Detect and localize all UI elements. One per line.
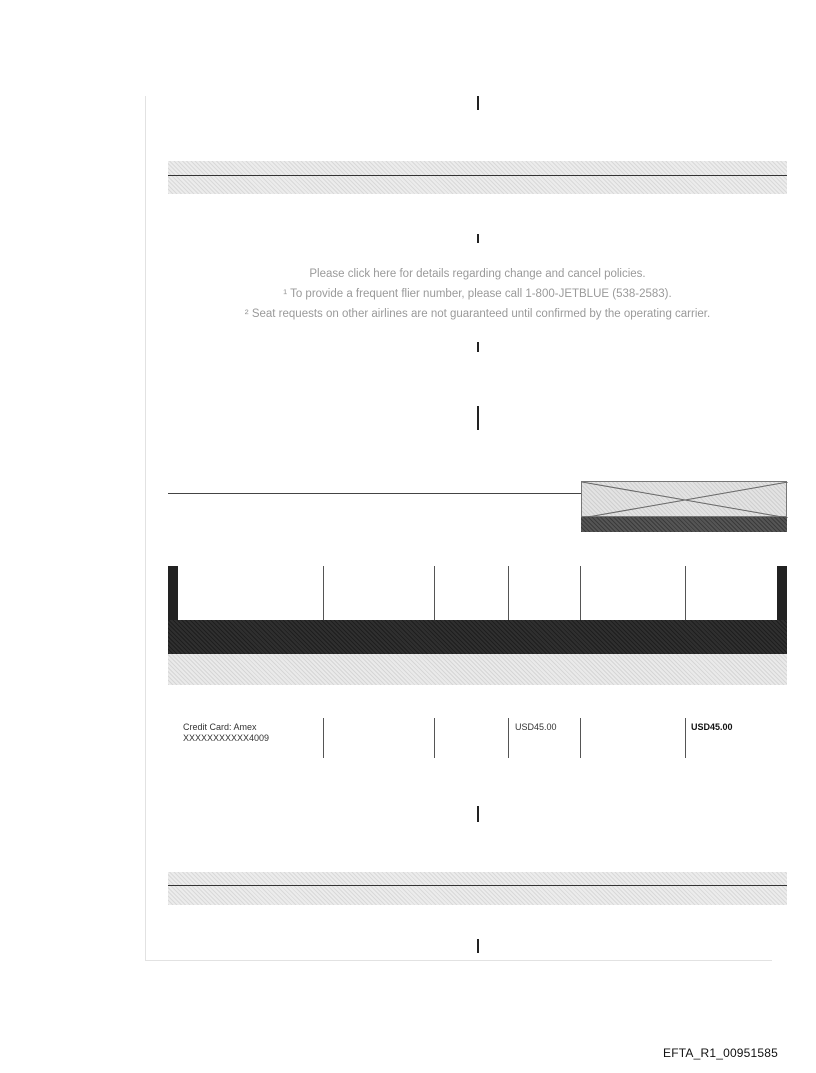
section-divider-mark — [477, 234, 479, 243]
change-cancel-policy-link[interactable]: Please click here for details regarding change and cancel policies. — [309, 268, 646, 280]
table-row — [183, 722, 269, 744]
band-rule — [168, 175, 787, 176]
table-column-divider — [434, 718, 435, 758]
document-id: EFTA_R1_00951585 — [663, 1046, 779, 1060]
redacted-band — [168, 161, 787, 194]
table-column-divider — [685, 718, 686, 758]
table-column-divider — [685, 566, 686, 620]
band-rule — [168, 885, 787, 886]
section-divider-mark — [477, 342, 479, 352]
table-column-divider — [323, 566, 324, 620]
header-rule — [168, 493, 581, 494]
table-column-divider — [323, 718, 324, 758]
page-frame-left — [145, 96, 146, 960]
table-column-divider — [508, 566, 509, 620]
table-column-divider — [580, 718, 581, 758]
payment-amount: USD45.00 — [515, 722, 557, 732]
placeholder-caption-bar — [581, 517, 787, 532]
redacted-band — [168, 872, 787, 905]
section-divider-mark — [477, 806, 479, 822]
payment-method: Credit Card: Amex — [183, 722, 257, 732]
table-subheader-redacted — [168, 654, 787, 685]
section-divider-mark — [477, 939, 479, 953]
card-number-masked: XXXXXXXXXXX4009 — [183, 733, 270, 743]
table-column-divider — [580, 566, 581, 620]
broken-image-icon — [582, 482, 788, 518]
section-divider-mark — [477, 406, 479, 430]
table-column-divider — [508, 718, 509, 758]
seat-request-note: ² Seat requests on other airlines are not guaranteed until confirmed by the operating carrier. — [244, 308, 711, 320]
payment-total: USD45.00 — [691, 722, 733, 732]
page-frame-bottom — [145, 960, 772, 961]
frequent-flier-note: ¹ To provide a frequent flier number, please call 1-800-JETBLUE (538-2583). — [283, 288, 672, 300]
table-header-redacted — [168, 620, 787, 654]
table-column-divider — [434, 566, 435, 620]
missing-image-placeholder — [581, 481, 787, 517]
section-divider-mark — [477, 96, 479, 110]
